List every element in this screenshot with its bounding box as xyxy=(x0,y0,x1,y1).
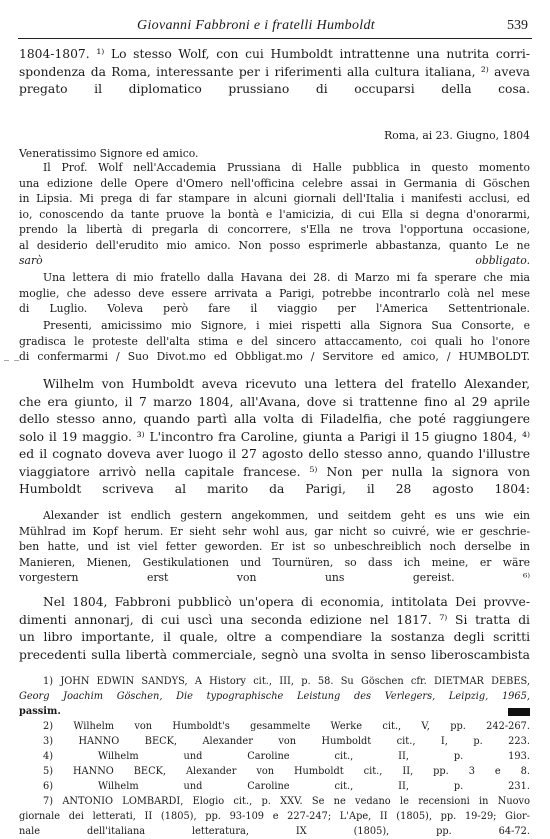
letter-paragraph-1 xyxy=(19,160,530,269)
footnote-line: nale dell'italiana letteratura, IX (1805), pp. 64-72. xyxy=(19,826,530,837)
text-line: precedenti sulla libertà commerciale, segnò una svolta in senso liberoscambista xyxy=(19,647,530,662)
german-quotation xyxy=(19,508,530,586)
letter-salutation: Veneratissimo Signore ed amico. xyxy=(19,147,199,160)
text-line: Wilhelm von Humboldt aveva ricevuto una lettera del fratello Alexander, xyxy=(43,377,530,391)
text-line: spondenza da Roma, interessante per i riferimenti alla cultura italiana, ²⁾ aveva xyxy=(19,64,530,79)
text-line: di Luglio. Voleva però fare il viaggio per l'America Settentrionale. xyxy=(19,302,530,315)
text-line: Manieren, Mienen, Gestikulationen und Tournüren, so dass ich meine, er wäre xyxy=(19,555,530,569)
redaction-mark xyxy=(508,708,530,716)
text-line: Mühlrad im Kopf herum. Er sieht sehr wohl aus, gar nicht so cuivré, wie er geschrie- xyxy=(19,524,530,538)
text-line: dimenti annonarj, di cui uscì una seconda edizione nel 1817. ⁷⁾ Si tratta di xyxy=(19,612,530,627)
intro-paragraph xyxy=(19,46,530,99)
text-line: una edizione delle Opere d'Omero nell'officina celebre assai in Germania di Göschen xyxy=(19,176,530,190)
text-line: in Lipsia. Mi prega di far stampare in alcuni giornali dell'Italia i manifesti acclusi, ed xyxy=(19,192,530,205)
margin-mark: _ _ xyxy=(4,350,21,361)
text-line: un libro importante, il quale, oltre a compendiare la sostanza degli scritti xyxy=(19,630,530,644)
footnote-line xyxy=(19,704,530,719)
letter-paragraph-3 xyxy=(19,318,530,365)
text-line: viaggiatore arrivò nella capitale francese. ⁵⁾ Non per nulla la signora von xyxy=(19,464,530,479)
footnote-line: 5) HANNO BECK, Alexander von Humboldt cit., II, pp. 3 e 8. xyxy=(43,766,530,777)
text-line: Alexander ist endlich gestern angekommen, und seitdem geht es uns wie ein xyxy=(43,509,530,522)
footnote-line: Georg Joachim Göschen, Die typographische Leistung des Verlegers, Leipzig, 1965, xyxy=(19,691,530,702)
footnote-line: 2) Wilhelm von Humboldt's gesammelte Werke cit., V, pp. 242-267. xyxy=(43,721,530,732)
text-line: pregato il diplomatico prussiano di occuparsi della cosa. xyxy=(19,82,530,96)
text-line: gradisca le proteste dell'alta stima e del sincero attaccamento, coi quali ho l'onore xyxy=(19,334,530,348)
text-line: sarò obbligato. xyxy=(19,254,530,267)
letter-paragraph-2 xyxy=(19,270,530,317)
text-line: di confermarmi / Suo Divot.mo ed Obbligat.mo / Servitore ed amico, / HUMBOLDT. xyxy=(19,350,530,363)
footnotes xyxy=(19,674,530,839)
body-paragraph-2 xyxy=(19,594,530,664)
text-line: io, conoscendo da tante pruove la bontà e l'amicizia, di cui Ella si degna d'onorarmi, xyxy=(19,207,530,221)
footnote-line: 7) ANTONIO LOMBARDI, Elogio cit., p. XXV. Se ne vedano le recensioni in Nuovo xyxy=(43,796,530,807)
footnote-line: 3) HANNO BECK, Alexander von Humboldt cit., I, p. 223. xyxy=(43,736,530,747)
letter-dateline: Roma, ai 23. Giugno, 1804 xyxy=(384,129,530,142)
running-title: Giovanni Fabbroni e i fratelli Humboldt xyxy=(137,18,375,33)
text-line: ed il cognato doveva aver luogo il 27 agosto dello stesso anno, quando l'illustre xyxy=(19,447,530,461)
footnote-text: passim. xyxy=(19,706,61,717)
text-line: solo il 19 maggio. ³⁾ L'incontro fra Caroline, giunta a Parigi il 15 giugno 1804, ⁴⁾ xyxy=(19,429,530,444)
text-line: al desiderio dell'erudito mio amico. Non posso esprimerle abbastanza, quanto Le ne xyxy=(19,238,530,252)
text-line: moglie, che adesso deve essere arrivata a Parigi, potrebbe incontrarlo colà nel mese xyxy=(19,286,530,300)
text-line: ben hatte, und ist viel fetter geworden. Er ist so unbeschreiblich noch derselbe in xyxy=(19,540,530,553)
text-line: dello stesso anno, quando partì alla volta di Filadelfia, che poté raggiungere xyxy=(19,412,530,426)
footnote-line: giornale dei letterati, II (1805), pp. 93-109 e 227-247; L'Ape, II (1805), pp. 19-29; Gior- xyxy=(19,811,530,822)
text-line: 1804-1807. ¹⁾ Lo stesso Wolf, con cui Humboldt intrattenne una nutrita corri- xyxy=(19,47,530,61)
page-number: 539 xyxy=(507,18,528,33)
text-line: che era giunto, il 7 marzo 1804, all'Avana, dove si trattenne fino al 29 aprile xyxy=(19,394,530,409)
header-rule xyxy=(18,38,532,39)
body-paragraph-1 xyxy=(19,376,530,499)
footnote-line: 4) Wilhelm und Caroline cit., II, p. 193. xyxy=(43,751,530,762)
footnote-line: 1) JOHN EDWIN SANDYS, A History cit., III, p. 58. Su Göschen cfr. DIETMAR DEBES, xyxy=(43,676,530,687)
text-line: prendo la libertà di pregarla di concorrere, s'Ella ne trova l'opportuna occasione, xyxy=(19,223,530,236)
text-line: Humboldt scriveva al marito da Parigi, il 28 agosto 1804: xyxy=(19,482,530,496)
text-line: vorgestern erst von uns gereist. ⁶⁾ xyxy=(19,571,530,584)
text-line: Presenti, amicissimo mio Signore, i miei rispetti alla Signora Sua Consorte, e xyxy=(43,319,530,332)
running-header xyxy=(18,18,530,36)
footnote-line: 6) Wilhelm und Caroline cit., II, p. 231. xyxy=(43,781,530,792)
text-line: Il Prof. Wolf nell'Accademia Prussiana di Halle pubblica in questo momento xyxy=(43,161,530,174)
text-line: Nel 1804, Fabbroni pubblicò un'opera di economia, intitolata Dei provve- xyxy=(43,595,530,609)
text-line: Una lettera di mio fratello dalla Havana dei 28. di Marzo mi fa sperare che mia xyxy=(43,271,530,284)
